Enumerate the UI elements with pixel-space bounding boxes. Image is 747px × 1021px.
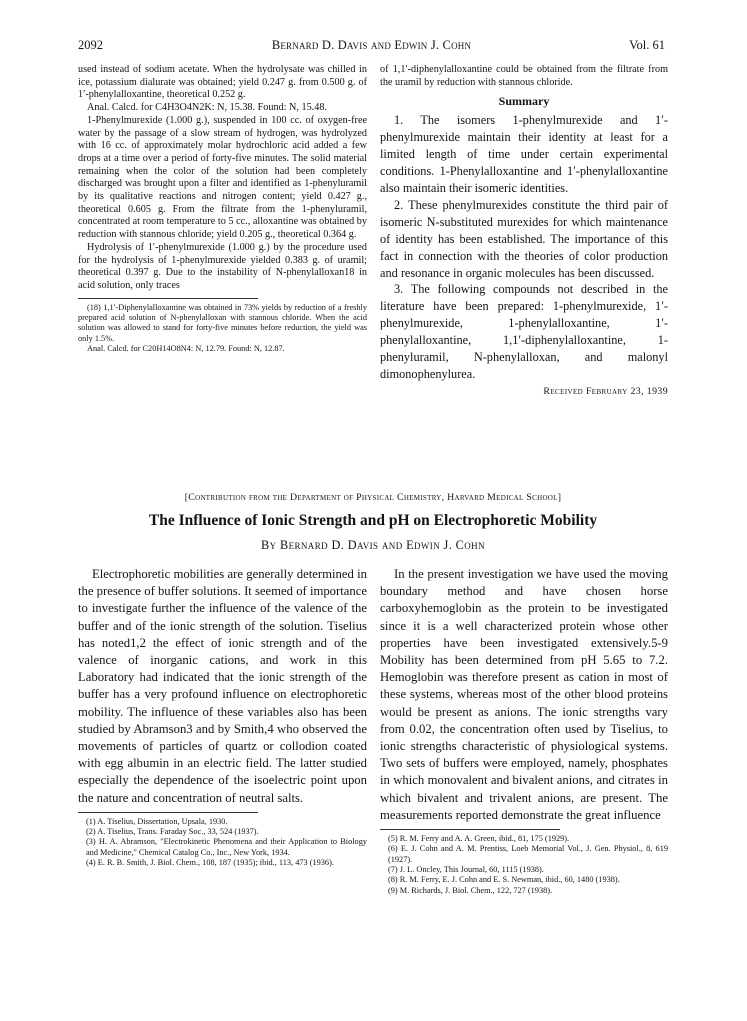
summary-item-1: 1. The isomers 1-phenylmurexide and 1′-phenylmurexide maintain their identity at least for a limited length of time under certain experimental conditions. 1-Phenylalloxantine and 1′-phenylalloxantine also maintain their isomeric identities. xyxy=(380,113,668,196)
footnote-analysis: Anal. Calcd. for C20H14O8N4: N, 12.79. Found: N, 12.87. xyxy=(87,343,285,353)
footnote-divider xyxy=(78,298,258,299)
reference-item: (3) H. A. Abramson, "Electrokinetic Phenomena and their Application to Biology and Medicine," Chemical Catalog Co., Inc., New York, 1934. xyxy=(86,837,367,857)
paragraph: 1-Phenylmurexide (1.000 g.), suspended in 100 cc. of oxygen-free water by the passage of a slow stream of hydrogen, was hydrolyzed with 16 cc. of approximately molar hydrochloric acid added a few drops at a time over a period of forty-five minutes. The solid material remaining when the color of the solution had been completely discharged was brought upon a filter and identified as 1-phenyluramil by its qualitative reactions and nitrogen content; yield 0.427 g., theoretical 0.605 g. From the filtrate from the 1-phenyluramil, concentrated at room temperature to 5 cc., alloxantine was obtained by reduction with stannous chloride; yield 0.205 g., theoretical 0.364 g. xyxy=(78,114,367,241)
summary-item-3: 3. The following compounds not described in the literature have been prepared: 1-phenylmurexide, 1′-phenylmurexide, 1-phenylalloxantine, 1′-phenylalloxantine, 1,1′-diphenylalloxantine, 1-phenyluramil, N-phenylalloxan, and malonyl dimonophenylurea. xyxy=(380,282,668,381)
reference-item: (8) R. M. Ferry, E. J. Cohn and E. S. Newman, ibid., 60, 1480 (1938). xyxy=(388,875,620,885)
summary-heading: Summary xyxy=(498,94,550,109)
reference-item: (6) E. J. Cohn and A. M. Prentiss, Loeb Memorial Vol., J. Gen. Physiol., 8, 619 (1927). xyxy=(388,844,668,864)
summary-item-2: 2. These phenylmurexides constitute the third pair of isomeric N-substituted murexides for which maintenance of identity has been established. The importance of this fact in connection with the theories of color production and resonance in organic molecules has been discussed. xyxy=(380,197,668,280)
article-left-column xyxy=(78,566,367,868)
volume-label: Vol. 61 xyxy=(629,38,665,52)
paragraph: Hydrolysis of 1′-phenylmurexide (1.000 g.) by the procedure used for the hydrolysis of 1-phenylmurexide yielded 0.383 g. of uramil; theoretical 0.397 g. Due to the instability of N-phenylalloxan18 in acid solution, only traces xyxy=(78,241,367,291)
footnote-18: (18) 1,1′-Diphenylalloxantine was obtained in 73% yields by reduction of a freshly prepared acid solution of N-phenylalloxan with stannous chloride. When the acid solution was allowed to stand for forty-five minutes before reduction, the yield was only 1.5%. xyxy=(78,302,367,343)
analysis-line: Anal. Calcd. for C4H3O4N2K: N, 15.38. Found: N, 15.48. xyxy=(87,102,327,114)
paragraph: Electrophoretic mobilities are generally determined in the presence of buffer solutions. It seemed of importance to investigate further the influence of the valence of the buffer and of the ionic strength of the solution. Tiselius has noted1,2 the effect of ionic strength and of the valence of inorganic cations, and work in this Laboratory had indicated that the ionic strength of the buffer has a very profound influence on electrophoretic mobility. The influence of these variables also has been studied by Abramson3 and by Smith,4 who observed the movements of particles of quartz or collodion coated with egg albumin in an electric field. The latter studied especially the dependence of the isoelectric point upon the nature and concentration of neutral salts. xyxy=(78,567,367,805)
reference-item: (7) J. L. Oncley, This Journal, 60, 1115 (1938). xyxy=(388,864,544,874)
article-right-column xyxy=(380,566,668,896)
reference-list xyxy=(380,834,668,896)
article-title: The Influence of Ionic Strength and pH on Electrophoretic Mobility xyxy=(148,512,598,529)
reference-item: (5) R. M. Ferry and A. A. Green, ibid., 81, 175 (1929). xyxy=(388,834,570,844)
reference-item: (1) A. Tiselius, Dissertation, Upsala, 1930. xyxy=(86,816,228,826)
reference-item: (9) M. Richards, J. Biol. Chem., 122, 727 (1938). xyxy=(388,885,553,895)
footnote-divider xyxy=(380,829,560,830)
article-byline: By Bernard D. Davis and Edwin J. Cohn xyxy=(261,538,485,552)
reference-item: (4) E. R. B. Smith, J. Biol. Chem., 108, 187 (1935); ibid., 113, 473 (1936). xyxy=(86,858,334,868)
reference-list xyxy=(78,817,367,868)
reference-item: (2) A. Tiselius, Trans. Faraday Soc., 33, 524 (1937). xyxy=(86,827,259,837)
paragraph: used instead of sodium acetate. When the hydrolysate was chilled in ice, potassium dialurate was obtained; yield 0.247 g. from 0.500 g. of 1′-phenylalloxantine, theoretical 0.252 g. xyxy=(78,64,367,101)
paragraph: In the present investigation we have used the moving boundary method and have chosen horse carboxyhemoglobin as the protein to be investigated since it is a well characterized protein whose other properties have been investigated extensively.5-9 Mobility has been determined from pH 5.65 to 7.2. Hemoglobin was therefore present as cation in most of these systems, whereas most of the other blood proteins would be present as anions. The ionic strengths vary from 0.02, the concentration often used by Tiselius, to ionic strengths characteristic of physiological systems. Two sets of buffers were employed, namely, phosphates in which monovalent and bivalent anions, and citrates in which bivalent and trivalent anions, are present. The measurements reported demonstrate the great influence xyxy=(380,567,668,822)
paragraph: of 1,1′-diphenylalloxantine could be obtained from the filtrate from the uramil by reduction with stannous chloride. xyxy=(380,64,668,88)
contribution-note: [Contribution from the Department of Physical Chemistry, Harvard Medical School] xyxy=(184,492,562,503)
running-header xyxy=(78,38,665,54)
previous-article-left-column xyxy=(78,64,367,354)
page-number: 2092 xyxy=(78,38,103,52)
received-date: Received February 23, 1939 xyxy=(543,385,668,397)
previous-article-right-column xyxy=(380,64,668,397)
footnote-divider xyxy=(78,812,258,813)
running-title: Bernard D. Davis and Edwin J. Cohn xyxy=(271,38,472,52)
